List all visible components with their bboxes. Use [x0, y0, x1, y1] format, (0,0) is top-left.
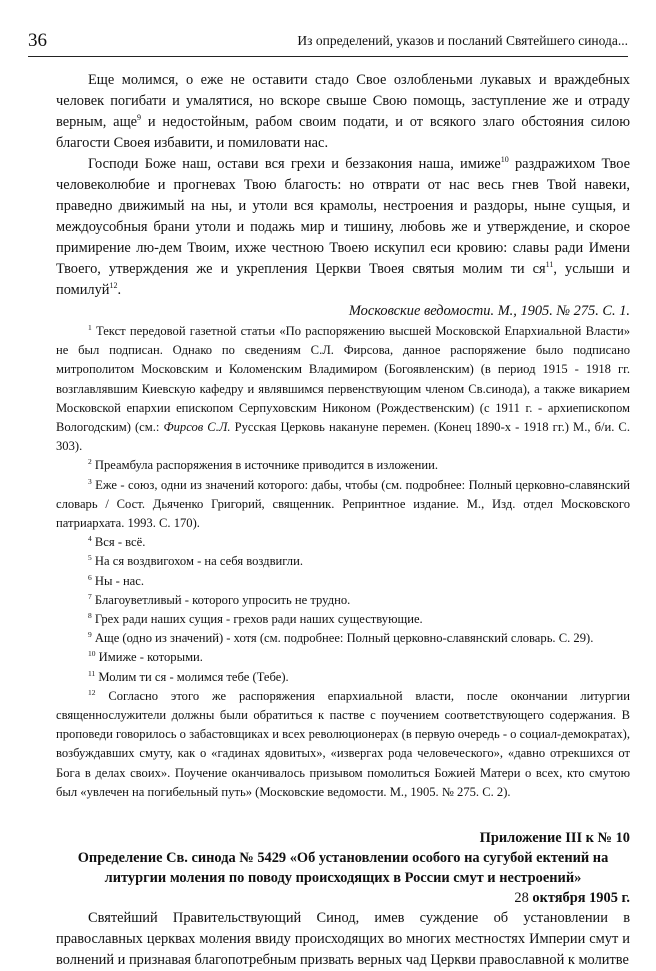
footnote-ref-12: 12 [109, 281, 118, 291]
footnote-6: $^6$ Ны - нас. [88, 572, 145, 588]
footnote-4: $^4$ Вся - всё. [88, 534, 146, 550]
footnote-9: $^9$ Аще (одно из значений) - хотя (см. подробнее: Полный церковно-славянский словарь. С. 29). [88, 630, 594, 646]
footnote-7: $^7$ Благоуветливый - которого упросить не трудно. [88, 591, 351, 607]
page-header [28, 30, 628, 57]
footnote-5: $^5$ На ся воздвигохом - на себя воздвигли. [88, 553, 303, 569]
footnote-ref-10: 10 [500, 155, 509, 165]
appendix-date: 28 октября 1905 г. [514, 890, 630, 907]
footnote-ref-9: 9 [137, 113, 142, 123]
page-body [56, 70, 630, 971]
footnote-1: $^1$ Текст передовой газетной статьи «По распоряжению высшей Московской Епархиальной Власти» не был подписан. Однако по сведениям С.Л. Фирсова, данное распоряжение было подписано митрополитом Московским и Коломенским Владимиром (Богоявленским) (в период 1915 - 1918 гг. возглавлявшим Киевскую кафедру и являвшимся первенствующим членом Св.синода), а также викарием Московской епархии епископом Серпуховским Никоном (Рождественским) (с 1911 г. - архиепископом Вологодским) (см.: Фирсов С.Л. Русская Церковь накануне перемен. (Конец 1890-х - 1918 гг.) М., б/и. С. 303). [56, 322, 630, 454]
footnote-10: $^{10}$ Имиже - которыми. [88, 649, 203, 665]
source-citation: Московские ведомости. М., 1905. № 275. С. 1. [348, 303, 630, 319]
appendix-text: Святейший Правительствующий Синод, имев суждение об установлении в православных церквах моления ввиду происходящих во многих местностях Империи смут и волнений и признавая благопотребным призвать верных чад Церкви православной к молитве [56, 910, 630, 969]
prayer-paragraph-2: Господи Боже наш, остави вся грехи и беззакония наша, имиже$^{10}$ раздражихом Твое человеколюбие и прогневах Твою благость: но отврати от нас весь гнев Твой навеки, праведно движимый на ны, и утоли вся крамолы, нестроения и раздоры, ныне сущыя, и междоусобныя брани утоли и подажь мир и тишину, любовь же и утверждение, и скорое примирение лю-дем Твоим, ихже честною Твоею искупил еси кровию: славы ради Имени Твоего, утверждения же и укрепления Церкви Твоея святыя молим ти $ся^{11}$, услыши и помилуй$^{12}$. [56, 155, 630, 298]
footnote-11: $^{11}$ Молим ти ся - молимся тебе (Тебе). [88, 668, 289, 684]
running-title: Из определений, указов и посланий Святейшего синода... [297, 33, 628, 48]
appendix-title: Определение Св. синода № 5429 «Об установлении особого на сугубой ектений на литургии моления по поводу происходящих в России смут и нестроений» [77, 850, 609, 887]
footnote-3: $^3$ Еже - союз, одни из значений которого: дабы, чтобы (см. подробнее: Полный церковно-славянский словарь / Сост. Дьяченко Григорий, священник. Репринтное издание. М., Изд. отдел Московского патриархата. 1993. С. 170). [56, 476, 630, 531]
footnote-12: $^{12}$ Согласно этого же распоряжения епархиальной власти, после окончании литургии священнослужители должны были обратиться к пастве с поучением соответствующего содержания. В проповеди говорилось о забастовщиках и всех революционерах (в первую очередь - о социал-демократах), возбуждавших смуту, как о «гадинах ядовитых», «извергах рода человеческого», «давно отрекшихся от Бога в делах своих». Поучение оканчивалось призывом помолиться Божией Матери о всех, кто смутою был «увлечен на погибельный путь» (Московские ведомости. М., 1905. № 275. С. 2). [56, 687, 630, 799]
prayer-paragraph-1: Еще молимся, о еже не оставити стадо Свое озлобленьми лукавых и враждебных человек погибати и умалятися, но вскоре свыше Свою помощь, заступление же и отраду верным, аще$^9$ и недостойным, рабом своим подати, и от всякого злаго обстояния силою благости Своея избавити, и помиловати нас. [56, 72, 630, 151]
page-number: 36 [28, 30, 47, 51]
footnote-8: $^8$ Грех ради наших сущия - грехов ради наших существующие. [88, 610, 423, 627]
footnotes [56, 322, 630, 802]
appendix-label: Приложение III к № 10 [479, 830, 630, 847]
footnote-ref-11: 11 [545, 260, 554, 270]
footnote-2: $^2$ Преамбула распоряжения в источнике приводится в изложении. [88, 457, 438, 473]
